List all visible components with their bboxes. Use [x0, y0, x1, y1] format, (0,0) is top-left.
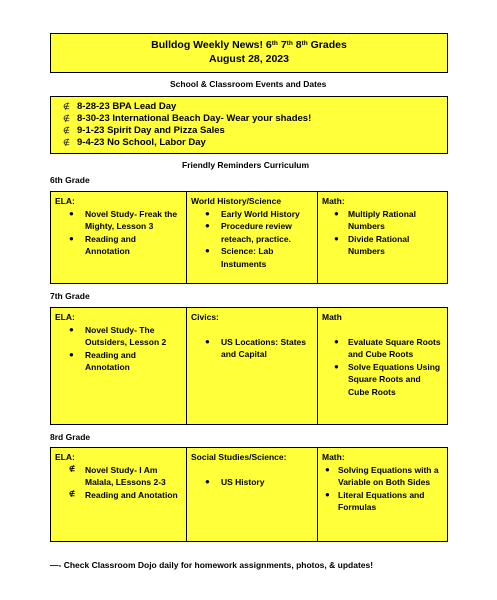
cell-heading: Social Studies/Science:: [191, 452, 287, 462]
cell-heading: Math: [322, 312, 342, 322]
events-heading: School & Classroom Events and Dates: [170, 79, 327, 89]
cell-heading: ELA:: [55, 452, 75, 462]
list-item: ● US History: [205, 476, 265, 487]
bullet-icon: ●: [334, 233, 339, 243]
list-item: ● Procedure review reteach, practice.: [205, 221, 292, 244]
grade6-math-cell: [318, 192, 447, 283]
list-item: ● Novel Study- Freak the Mighty, Lesson 3: [69, 208, 178, 231]
bullet-icon: ●: [205, 476, 210, 486]
grade6-label: 6th Grade: [50, 175, 90, 185]
grade8-label: 8rd Grade: [50, 432, 91, 442]
bullet-icon: ●: [69, 233, 74, 243]
cell-heading: ELA:: [55, 312, 75, 322]
grade8-math-cell: [318, 448, 447, 541]
arrow-bullet-icon: ∉: [63, 114, 70, 123]
grade6-table: [50, 191, 448, 284]
bullet-icon: ●: [69, 208, 74, 218]
arrow-bullet-icon: ∉: [63, 126, 70, 135]
grade6-history-cell: [187, 192, 318, 283]
grade8-table: [50, 447, 448, 542]
list-item: ● Solving Equations with a Variable on Both Sides: [325, 464, 439, 487]
event-item: ∉ 9-4-23 No School, Labor Day: [63, 137, 206, 148]
bullet-icon: ●: [205, 208, 210, 218]
list-item: ● Multiply Rational Numbers: [334, 208, 416, 231]
grade7-label: 7th Grade: [50, 291, 90, 301]
event-item: ∉ 8-28-23 BPA Lead Day: [63, 101, 177, 112]
cell-heading: World History/Science: [191, 196, 282, 206]
bullet-icon: ●: [69, 349, 74, 359]
grade7-math-cell: [318, 308, 447, 424]
bullet-icon: ●: [205, 221, 210, 230]
grade6-ela-cell: [51, 192, 187, 283]
grade8-ela-cell: [51, 448, 187, 541]
reminders-heading: Friendly Reminders Curriculum: [182, 160, 310, 170]
bullet-icon: ●: [325, 489, 330, 499]
newsletter-date: August 28, 2023: [209, 53, 289, 65]
bullet-icon: ●: [325, 464, 330, 474]
list-item: ● Novel Study- The Outsiders, Lesson 2: [69, 324, 167, 347]
list-item: ● Divide Rational Numbers: [334, 233, 410, 256]
grade7-civics-cell: [187, 308, 318, 424]
bullet-icon: ●: [334, 361, 339, 371]
cell-heading: Math:: [322, 196, 345, 206]
arrow-bullet-icon: ∉: [63, 102, 70, 111]
grade8-social-studies-cell: [187, 448, 318, 541]
list-item: ∉ Novel Study- I Am Malala, LEssons 2-3: [69, 464, 166, 487]
list-item: ∉ Reading and Anotation: [69, 489, 178, 500]
grade7-table: [50, 307, 448, 425]
cell-heading: Math:: [322, 452, 345, 462]
list-item: ● Literal Equations and Formulas: [325, 489, 425, 512]
footer-note: —- Check Classroom Dojo daily for homework assignments, photos, & updates!: [50, 560, 374, 570]
list-item: ● US Locations: States and Capital: [205, 336, 307, 359]
list-item: ● Reading and Annotation: [69, 349, 137, 372]
arrow-bullet-icon: ∉: [69, 465, 76, 473]
list-item: ● Science: Lab Instuments: [205, 246, 274, 269]
list-item: ● Solve Equations Using Square Roots and Cube Roots: [334, 361, 441, 397]
newsletter-title: Bulldog Weekly News! 6th 7th 8th Grades: [151, 39, 347, 51]
arrow-bullet-icon: ∉: [63, 138, 70, 147]
grade7-ela-cell: [51, 308, 187, 424]
bullet-icon: ●: [69, 324, 74, 334]
list-item: ● Early World History: [205, 208, 300, 219]
event-item: ∉ 8-30-23 International Beach Day- Wear your shades!: [63, 113, 312, 124]
list-item: ● Evaluate Square Roots and Cube Roots: [334, 336, 441, 359]
newsletter-title-box: [50, 33, 448, 73]
cell-heading: Civics:: [191, 312, 219, 322]
list-item: ● Reading and Annotation: [69, 233, 137, 256]
bullet-icon: ●: [205, 246, 210, 255]
events-box: [50, 96, 448, 154]
cell-heading: ELA:: [55, 196, 75, 206]
bullet-icon: ●: [205, 336, 210, 346]
bullet-icon: ●: [334, 208, 339, 218]
arrow-bullet-icon: ∉: [69, 490, 76, 498]
bullet-icon: ●: [334, 336, 339, 346]
event-item: ∉ 9-1-23 Spirit Day and Pizza Sales: [63, 125, 225, 136]
